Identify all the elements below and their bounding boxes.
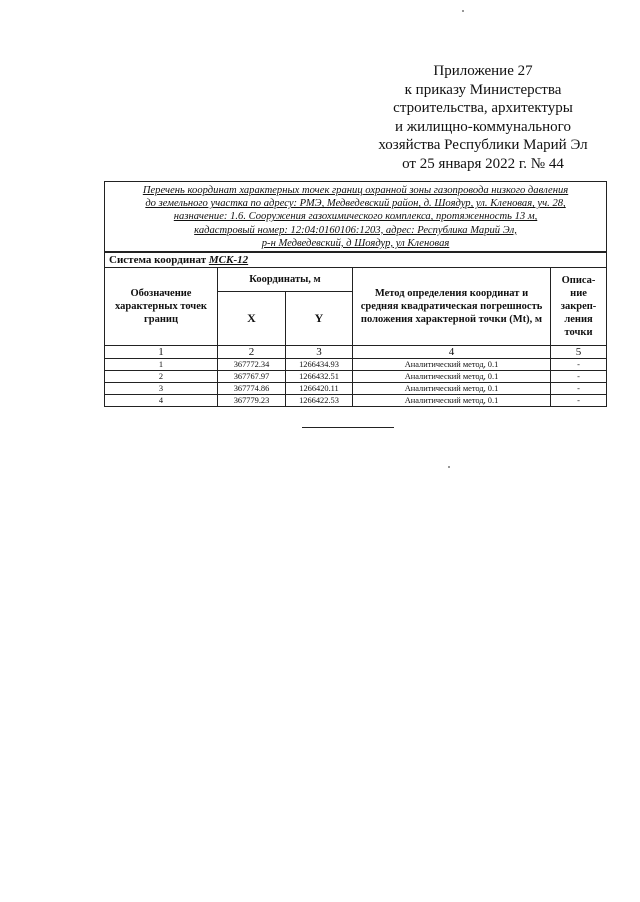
cell-x: 367772.34 [218,359,286,371]
cell-point: 4 [105,395,218,407]
column-number: 4 [353,346,551,359]
cell-desc: - [551,371,607,383]
cell-x: 367774.86 [218,383,286,395]
cell-x: 367767.97 [218,371,286,383]
column-number: 2 [218,346,286,359]
cell-point: 3 [105,383,218,395]
cell-method: Аналитический метод, 0.1 [353,395,551,407]
cell-desc: - [551,359,607,371]
appendix-line: от 25 января 2022 г. № 44 [402,155,564,172]
appendix-line: строительства, архитектуры [393,100,573,117]
title-line: назначение: 1.6. Сооружения газохимического комплекса, протяженность 13 м, [173,211,538,223]
header-x: X [218,292,286,346]
cell-y: 1266422.53 [286,395,353,407]
appendix-line: к приказу Министерства [404,81,562,98]
column-number: 3 [286,346,353,359]
header-coordinates: Координаты, м [218,268,353,292]
cell-method: Аналитический метод, 0.1 [353,371,551,383]
title-line: до земельного участка по адресу: РМЭ, Медведевский район, д. Шоядур, ул. Кленовая, уч. 28, [145,198,566,210]
table-row [105,383,607,395]
cell-y: 1266420.11 [286,383,353,395]
cell-point: 1 [105,359,218,371]
coordinate-system-row [105,252,607,268]
cell-y: 1266434.93 [286,359,353,371]
coordinates-table [104,181,607,407]
scan-speck [448,466,450,468]
header-method: Метод определения координат и средняя квадратическая погрешность положения характерной точки (Mt), м [353,268,551,346]
cell-point: 2 [105,371,218,383]
title-line: р-н Медведевский, д Шоядур, ул Кленовая [261,237,450,249]
column-number: 1 [105,346,218,359]
coordinates-table-wrapper [104,181,606,407]
coordinate-system-label: Система координат [109,254,207,267]
cell-method: Аналитический метод, 0.1 [353,383,551,395]
table-title [105,182,607,253]
cell-y: 1266432.51 [286,371,353,383]
header-y: Y [286,292,353,346]
title-line: Перечень координат характерных точек границ охранной зоны газопровода низкого давления [142,185,569,196]
appendix-line: Приложение 27 [433,63,533,79]
cell-method: Аналитический метод, 0.1 [353,359,551,371]
header-fixing-description: Описа-ние закреп-ления точки [551,268,607,346]
header-point-designation: Обозначение характерных точек границ [105,268,218,346]
column-number: 5 [551,346,607,359]
table-row [105,359,607,371]
scan-speck [462,10,464,12]
table-row [105,395,607,407]
appendix-line: хозяйства Республики Марий Эл [378,137,588,154]
coordinate-system-value: МСК-12 [208,254,249,267]
title-line: кадастровый номер: 12:04:0160106:1203, адрес: Республика Марий Эл, [194,224,517,236]
table-row [105,371,607,383]
cell-desc: - [551,395,607,407]
cell-desc: - [551,383,607,395]
column-number-row [105,346,607,359]
cell-x: 367779.23 [218,395,286,407]
end-divider-line [302,427,394,428]
appendix-header [360,62,606,174]
appendix-line: и жилищно-коммунального [395,118,571,135]
